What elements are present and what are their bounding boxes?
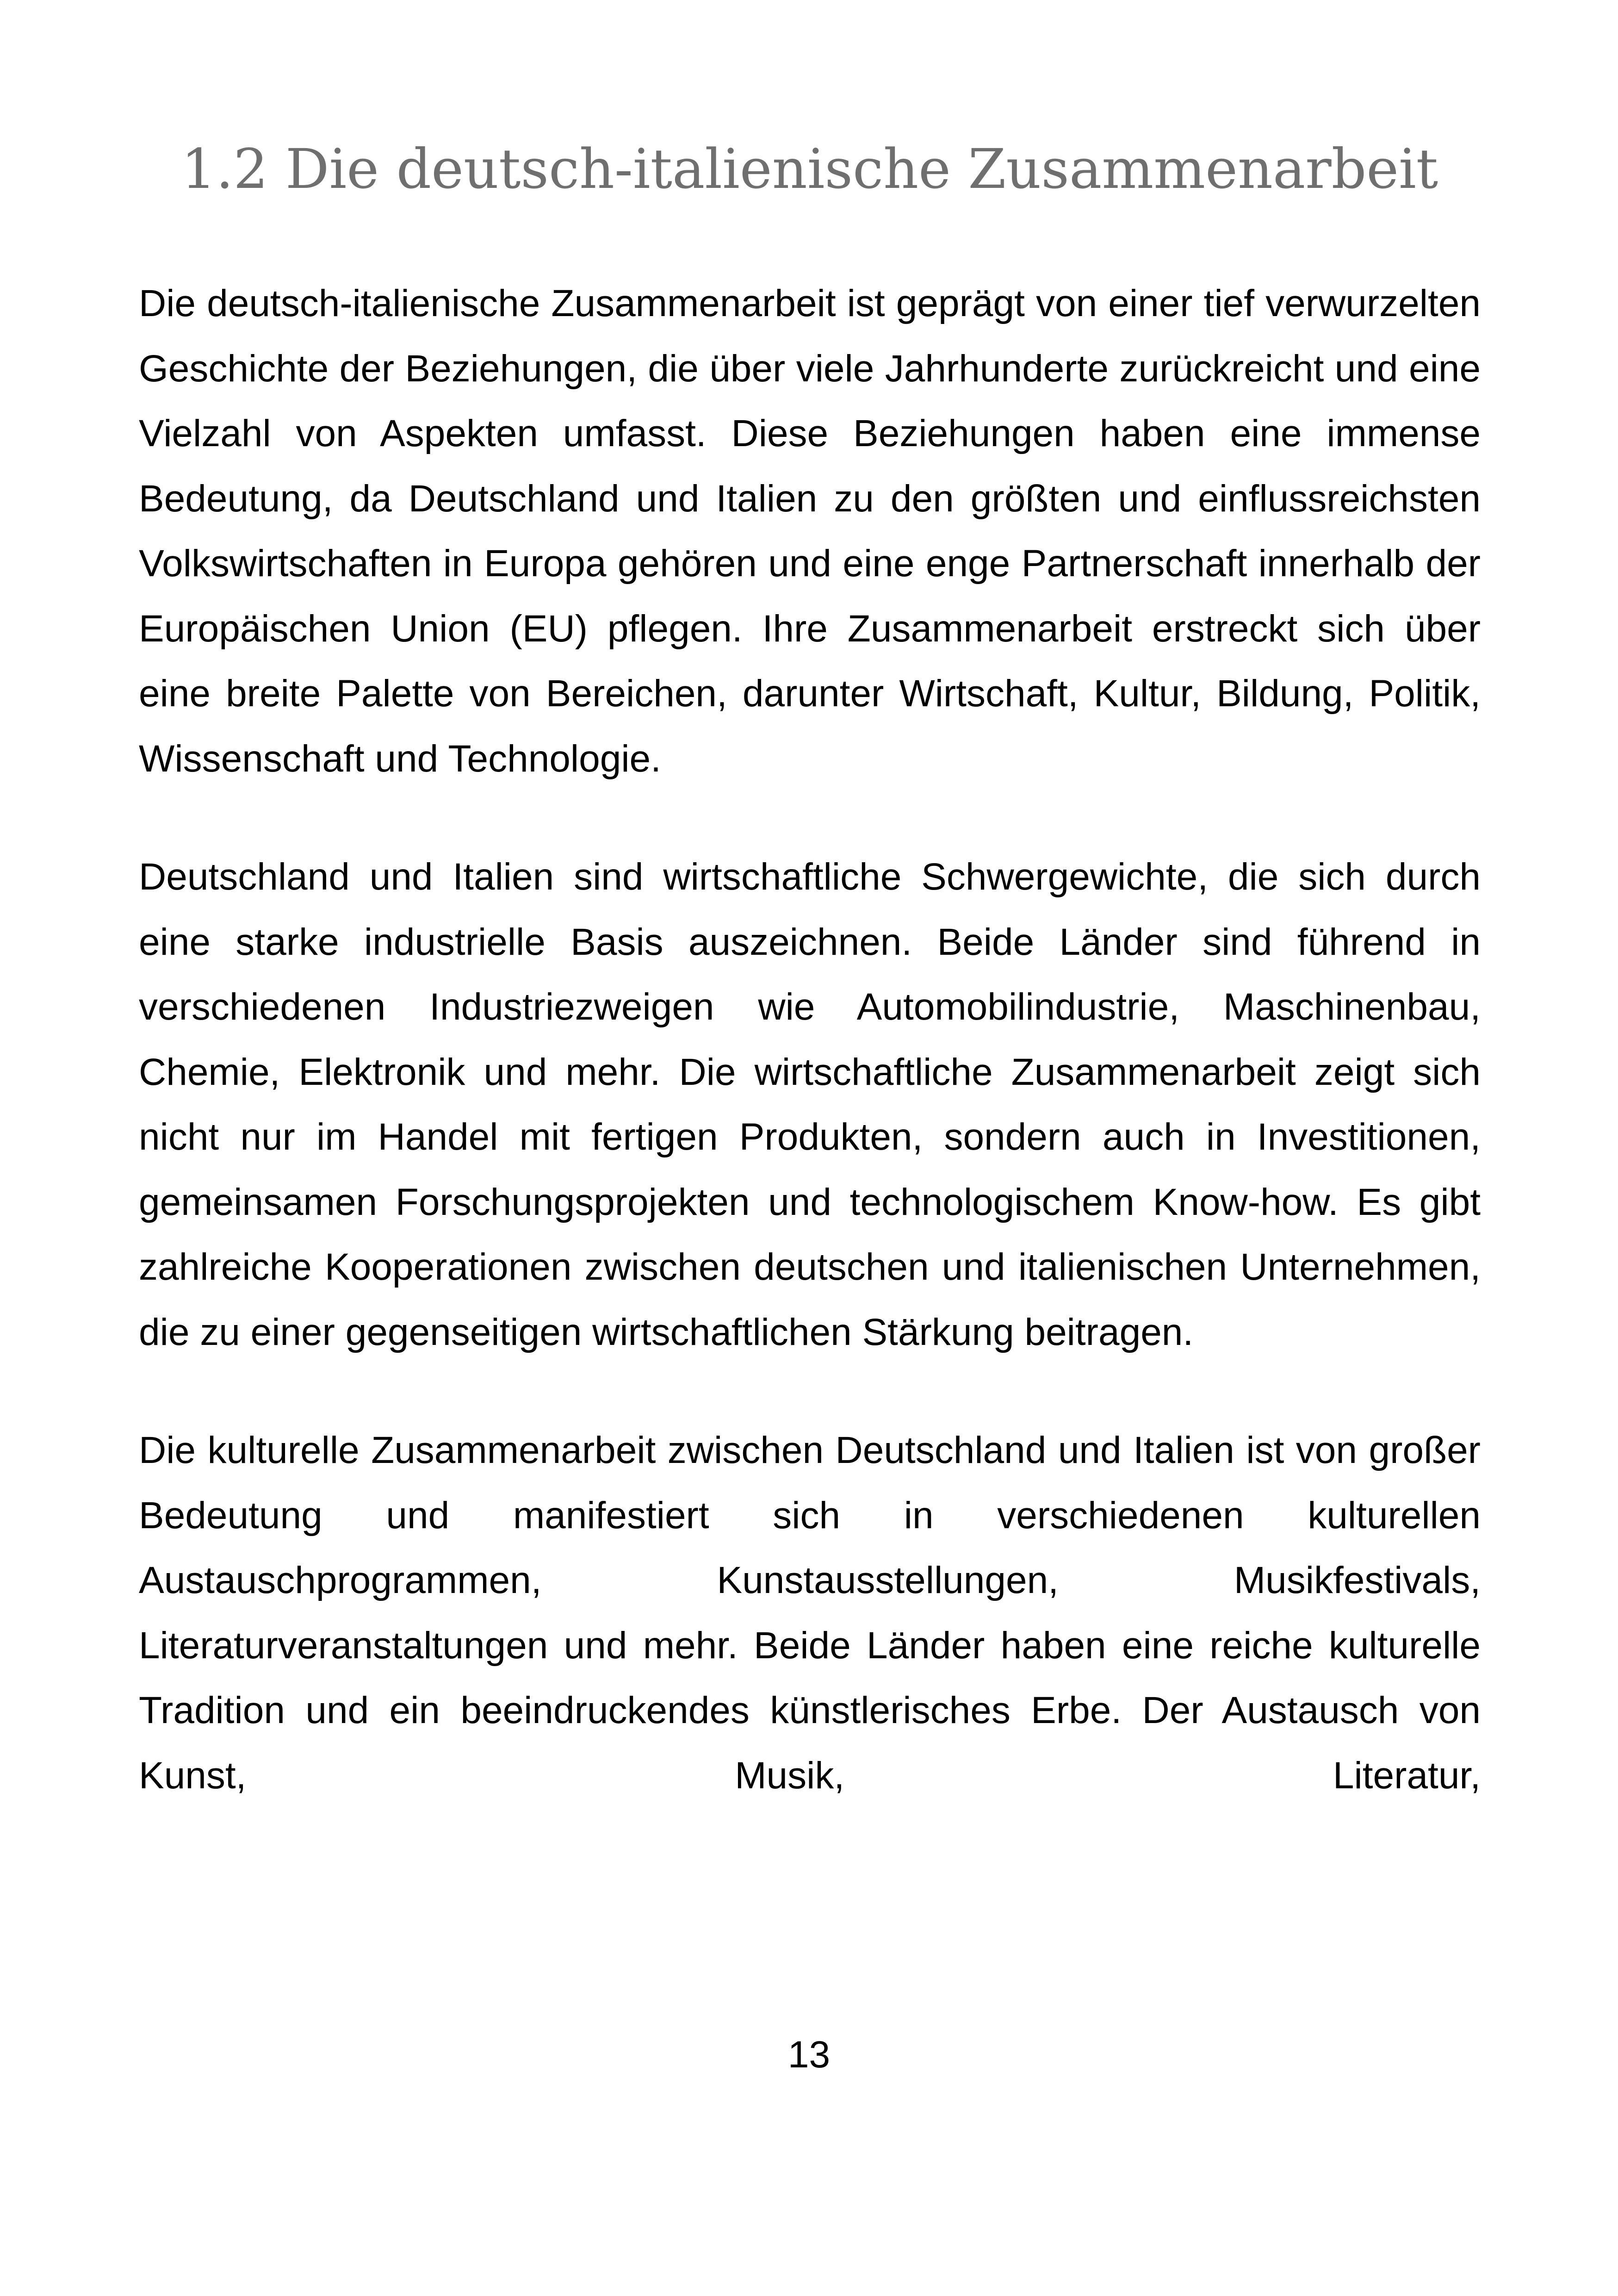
- paragraph-economy: Deutschland und Italien sind wirtschaftliche Schwergewichte, die sich durch eine starke industrielle Basis auszeichnen. Beide Länder sind führend in verschiedenen Industriezweigen wie Automobilindustrie, Maschinenbau, Chemie, Elektronik und mehr. Die wirtschaftliche Zusammenarbeit zeigt sich nicht nur im Handel mit fertigen Produkten, sondern auch in Investitionen, gemeinsamen Forschungsprojekten und technologischem Know-how. Es gibt zahlreiche Kooperationen zwischen deutschen und italienischen Unternehmen, die zu einer gegenseitigen wirtschaftlichen Stärkung beitragen.: [139, 856, 1481, 1353]
- paragraph-culture: Die kulturelle Zusammenarbeit zwischen Deutschland und Italien ist von großer Bedeutung und manifestiert sich in verschiedenen kulturellen Austauschprogrammen, Kunstausstellungen, Musikfestivals, Literaturveranstaltungen und mehr. Beide Länder haben eine reiche kulturelle Tradition und ein beeindruckendes künstlerisches Erbe. Der Austausch von Kunst, Musik, Literatur,: [139, 1429, 1481, 1797]
- paragraph-intro: Die deutsch-italienische Zusammenarbeit ist geprägt von einer tief verwurzelten Geschichte der Beziehungen, die über viele Jahrhunderte zurückreicht und eine Vielzahl von Aspekten umfasst. Diese Beziehungen haben eine immense Bedeutung, da Deutschland und Italien zu den größten und einflussreichsten Volkswirtschaften in Europa gehören und eine enge Partnerschaft innerhalb der Europäischen Union (EU) pflegen. Ihre Zusammenarbeit erstreckt sich über eine breite Palette von Bereichen, darunter Wirtschaft, Kultur, Bildung, Politik, Wissenschaft und Technologie.: [139, 282, 1481, 780]
- body-text: [139, 271, 1481, 1808]
- page-number: 13: [787, 2034, 831, 2076]
- section-heading: 1.2 Die deutsch-italienische Zusammenarbeit: [181, 137, 1438, 201]
